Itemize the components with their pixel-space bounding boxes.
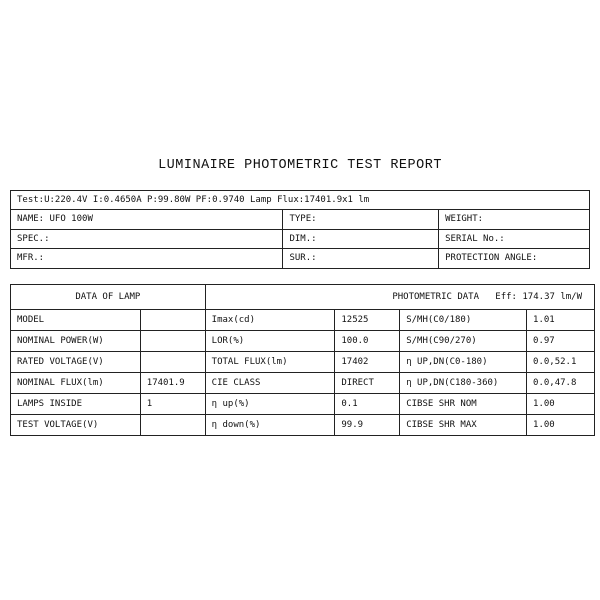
test-conditions: Test:U:220.4V I:0.4650A P:99.80W PF:0.9740 Lamp Flux:17401.9x1 lm [11,191,590,210]
row-label: TOTAL FLUX(lm) [205,352,335,373]
photometric-data-table [10,284,595,436]
row-label: η UP,DN(C0-180) [400,352,527,373]
spec-field: SPEC.: [11,229,283,249]
table-row [11,373,595,394]
row-label: CIBSE SHR NOM [400,394,527,415]
mfr-field: MFR.: [11,249,283,269]
row-label: TEST VOLTAGE(V) [11,415,141,436]
test-info-table [10,190,590,269]
row-value: 100.0 [335,331,400,352]
serial-field: SERIAL No.: [439,229,590,249]
protection-angle-field: PROTECTION ANGLE: [439,249,590,269]
report-title: LUMINAIRE PHOTOMETRIC TEST REPORT [158,158,442,173]
row-value: 1.00 [527,394,595,415]
type-field: TYPE: [283,210,439,230]
row-value: 17402 [335,352,400,373]
row-value: 1.01 [527,310,595,331]
row-value: 99.9 [335,415,400,436]
sur-field: SUR.: [283,249,439,269]
row-label: η up(%) [205,394,335,415]
section-header-row [11,285,595,310]
table-row [11,415,595,436]
dim-field: DIM.: [283,229,439,249]
table-row [11,394,595,415]
row-value: 0.97 [527,331,595,352]
row-label: η UP,DN(C180-360) [400,373,527,394]
row-value: 1 [140,394,205,415]
row-value: 0.0,47.8 [527,373,595,394]
info-row [11,210,590,230]
row-label: RATED VOLTAGE(V) [11,352,141,373]
row-value [140,415,205,436]
name-field: NAME: UFO 100W [11,210,283,230]
row-value [140,352,205,373]
photometric-header-label: PHOTOMETRIC DATA [392,292,480,302]
row-value: 0.1 [335,394,400,415]
row-label: LOR(%) [205,331,335,352]
table-row [11,310,595,331]
row-label: NOMINAL POWER(W) [11,331,141,352]
row-value: 1.00 [527,415,595,436]
efficiency-label: Eff: 174.37 lm/W [495,292,582,302]
info-row [11,249,590,269]
row-label: LAMPS INSIDE [11,394,141,415]
row-value: DIRECT [335,373,400,394]
info-row [11,229,590,249]
test-conditions-row [11,191,590,210]
row-label: CIBSE SHR MAX [400,415,527,436]
photometric-data-header [205,285,594,310]
table-row [11,331,595,352]
row-value [140,331,205,352]
row-value: 0.0,52.1 [527,352,595,373]
row-label: MODEL [11,310,141,331]
row-label: η down(%) [205,415,335,436]
row-value: 12525 [335,310,400,331]
row-label: S/MH(C90/270) [400,331,527,352]
row-value [140,310,205,331]
lamp-data-header: DATA OF LAMP [11,285,206,310]
row-label: CIE CLASS [205,373,335,394]
weight-field: WEIGHT: [439,210,590,230]
row-label: S/MH(C0/180) [400,310,527,331]
row-label: NOMINAL FLUX(lm) [11,373,141,394]
table-row [11,352,595,373]
row-value: 17401.9 [140,373,205,394]
row-label: Imax(cd) [205,310,335,331]
